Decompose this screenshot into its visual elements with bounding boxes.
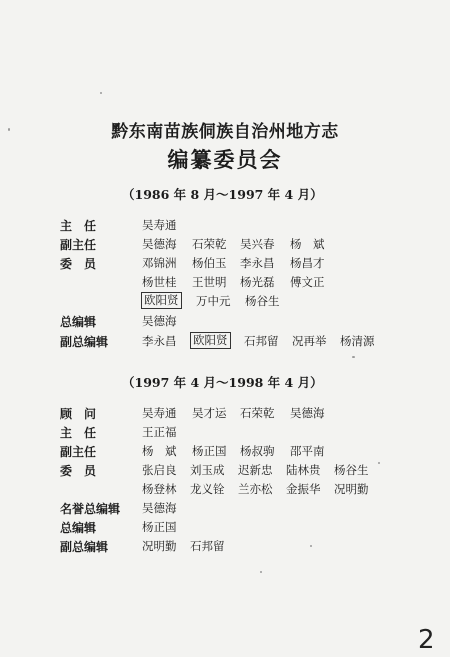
role-label: 副主任 [60, 238, 97, 252]
member-name: 吴才运 [192, 406, 227, 420]
member-name: 杨清源 [340, 334, 375, 348]
role-label: 主 任 [60, 426, 97, 440]
member-name: 吴德海 [142, 237, 177, 251]
member-name: 王正福 [142, 425, 177, 439]
title-line-1: 黔东南苗族侗族自治州地方志 [111, 122, 339, 142]
member-name: 龙义铨 [190, 482, 225, 496]
member-row [0, 274, 450, 292]
member-row [0, 293, 450, 311]
member-name: 石荣乾 [192, 237, 227, 251]
member-name: 杨 斌 [142, 444, 177, 458]
member-row [0, 519, 450, 537]
role-label: 主 任 [60, 219, 97, 233]
member-row [0, 255, 450, 273]
role-label: 委 员 [60, 464, 97, 478]
role-label: 顾 问 [60, 407, 97, 421]
member-name: 吴兴春 [240, 237, 275, 251]
member-name: 杨正国 [142, 520, 177, 534]
member-name: 杨谷生 [334, 463, 369, 477]
member-name-boxed: 欧阳贤 [141, 292, 182, 309]
page-number: 2 [418, 625, 435, 655]
member-name: 陆林贵 [286, 463, 321, 477]
scan-speck [100, 92, 102, 94]
member-name: 吴寿通 [142, 406, 177, 420]
scan-speck [310, 545, 312, 547]
member-name: 吴德海 [290, 406, 325, 420]
section-2-period: （1997 年 4 月～1998 年 4 月） [122, 375, 323, 390]
member-row [0, 424, 450, 442]
member-row [0, 443, 450, 461]
role-label: 副主任 [60, 445, 97, 459]
member-name: 杨伯玉 [192, 256, 227, 270]
member-name: 况明勤 [142, 539, 177, 553]
member-name: 万中元 [196, 294, 231, 308]
member-name: 邓锦洲 [142, 256, 177, 270]
member-name: 吴德海 [142, 314, 177, 328]
member-name: 王世明 [192, 275, 227, 289]
role-label: 名誉总编辑 [60, 502, 121, 516]
scan-speck [352, 356, 355, 358]
section-1-period: （1986 年 8 月～1997 年 4 月） [122, 187, 323, 202]
member-row [0, 333, 450, 351]
member-name: 况再举 [292, 334, 327, 348]
scan-speck [260, 571, 262, 573]
member-name: 邵平南 [290, 444, 325, 458]
member-name: 李永昌 [142, 334, 177, 348]
member-name: 石荣乾 [240, 406, 275, 420]
member-name: 吴寿通 [142, 218, 177, 232]
member-name: 刘玉成 [190, 463, 225, 477]
role-label: 委 员 [60, 257, 97, 271]
member-name: 石邦留 [244, 334, 279, 348]
member-name: 杨 斌 [290, 237, 325, 251]
member-name: 杨登林 [142, 482, 177, 496]
member-name: 杨光磊 [240, 275, 275, 289]
member-name: 吴德海 [142, 501, 177, 515]
member-name: 张启良 [142, 463, 177, 477]
scan-speck [378, 462, 380, 464]
member-row [0, 405, 450, 423]
member-row [0, 481, 450, 499]
role-label: 副总编辑 [60, 540, 109, 554]
member-row [0, 236, 450, 254]
member-row [0, 538, 450, 556]
member-name: 杨世桂 [142, 275, 177, 289]
role-label: 副总编辑 [60, 335, 109, 349]
member-name: 杨正国 [192, 444, 227, 458]
member-name: 杨叔驹 [240, 444, 275, 458]
member-name: 李永昌 [240, 256, 275, 270]
member-name: 石邦留 [190, 539, 225, 553]
member-name: 傅文正 [290, 275, 325, 289]
member-name: 况明勤 [334, 482, 369, 496]
scan-speck [8, 128, 10, 131]
member-name: 杨谷生 [245, 294, 280, 308]
member-name: 迟新忠 [238, 463, 273, 477]
member-row [0, 217, 450, 235]
role-label: 总编辑 [60, 315, 97, 329]
member-name: 金振华 [286, 482, 321, 496]
member-row [0, 500, 450, 518]
member-row [0, 313, 450, 331]
title-line-2: 编纂委员会 [167, 148, 283, 172]
member-row [0, 462, 450, 480]
member-name-boxed: 欧阳贤 [190, 332, 231, 349]
role-label: 总编辑 [60, 521, 97, 535]
member-name: 杨昌才 [290, 256, 325, 270]
member-name: 兰亦松 [238, 482, 273, 496]
